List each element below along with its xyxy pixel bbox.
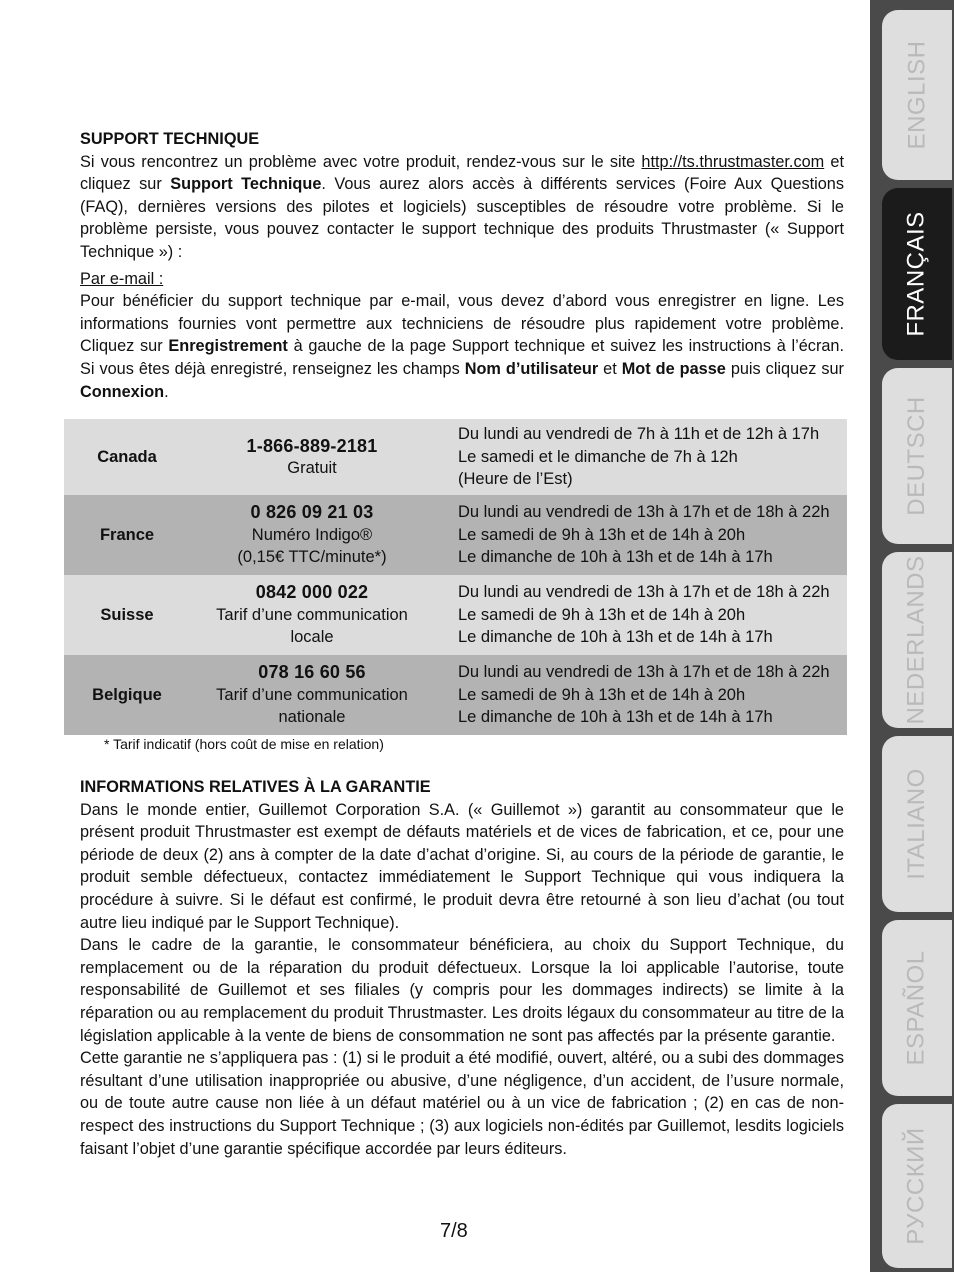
tariff-line: Numéro Indigo® xyxy=(251,525,373,544)
email-text-4: puis cliquez sur xyxy=(725,359,844,378)
warranty-title: INFORMATIONS RELATIVES À LA GARANTIE xyxy=(80,778,431,796)
number-cell xyxy=(190,575,434,655)
table-row xyxy=(64,495,847,575)
tab-espanol[interactable] xyxy=(882,920,952,1096)
tab-label: FRANÇAIS xyxy=(903,211,931,337)
hours-line: Le samedi de 9h à 13h et de 14h à 20h xyxy=(458,685,746,704)
tab-italiano[interactable] xyxy=(882,736,952,912)
table-row xyxy=(64,419,847,495)
page-number: 7/8 xyxy=(440,1220,468,1242)
email-text-1: Pour bénéficier du support technique par e-mail, vous devez d’abord vous enregistrer en ligne. Les informations fournies vont permettre aux techniciens de résoudre plus rapidement votre problème. Cliquez sur xyxy=(80,292,844,356)
support-intro xyxy=(80,151,844,264)
support-title: SUPPORT TECHNIQUE xyxy=(80,130,260,148)
phone-heading: Par téléphone (si vous n’avez pas d’accès Internet) : xyxy=(80,422,459,441)
tariff-line: Gratuit xyxy=(287,459,337,477)
hours-line: Le dimanche de 10h à 13h et de 14h à 17h xyxy=(458,708,773,727)
phone-number: 1-866-889-2181 xyxy=(246,435,378,456)
hours-line: Le samedi et le dimanche de 7h à 12h xyxy=(458,447,738,466)
hours-line: Le samedi de 9h à 13h et de 14h à 20h xyxy=(458,525,746,544)
country-cell: France xyxy=(99,525,155,544)
table-row xyxy=(64,655,847,735)
hours-line: (Heure de l’Est) xyxy=(458,470,573,489)
number-cell xyxy=(190,655,434,735)
warranty-paragraph-1: Dans le monde entier, Guillemot Corporation S.A. (« Guillemot ») garantit au consommateur que le présent produit Thrustmaster est exempt de défauts matériels et de vices de fabrication, et ce, pour une période de deux (2) ans à compter de la date d’achat d’origine. Si, au cours de la période de garantie, le produit semble défectueux, contactez immédiatement le Support Technique qui vous indiquera la procédure à suivre. Si le défaut est confirmé, le produit devra être retourné à son lieu d’achat (ou tout autre lieu indiqué par le Support Technique). xyxy=(80,800,844,932)
hours-line: Le dimanche de 10h à 13h et de 14h à 17h xyxy=(458,548,773,567)
hours-cell xyxy=(434,419,847,495)
phone-number: 0 826 09 21 03 xyxy=(250,502,374,523)
email-text-5: . xyxy=(164,382,169,401)
hours-line: Du lundi au vendredi de 7h à 11h et de 12h à 17h xyxy=(458,425,820,444)
email-text-2: à gauche de la page Support technique et suivez les instructions à l’écran. Si vous êtes déjà enregistré, renseignez les champs xyxy=(80,337,844,378)
connexion-label: Connexion xyxy=(80,382,165,401)
table-row xyxy=(64,575,847,655)
phone-number: 078 16 60 56 xyxy=(258,662,366,683)
tariff-line: Tarif d’une communication xyxy=(216,685,408,704)
hours-line: Le samedi de 9h à 13h et de 14h à 20h xyxy=(458,605,746,624)
tab-russian[interactable] xyxy=(882,1104,952,1268)
warranty-section xyxy=(80,776,844,1160)
tariff-line: nationale xyxy=(278,708,346,727)
hours-cell xyxy=(434,655,847,735)
support-website-link[interactable]: http://ts.thrustmaster.com xyxy=(641,152,825,171)
language-tabs-sidebar xyxy=(870,0,954,1272)
tariff-line: (0,15€ TTC/minute*) xyxy=(237,548,387,567)
email-paragraph xyxy=(80,290,844,403)
support-intro-text-2: et cliquez sur xyxy=(80,152,844,194)
email-heading: Par e-mail : xyxy=(80,269,164,288)
country-cell: Belgique xyxy=(92,685,162,704)
country-cell: Canada xyxy=(97,447,157,466)
username-label: Nom d’utilisateur xyxy=(464,359,599,378)
tab-label: ENGLISH xyxy=(903,40,930,150)
tariff-line: locale xyxy=(290,628,334,647)
hours-cell xyxy=(434,575,847,655)
hours-line: Du lundi au vendredi de 13h à 17h et de 18h à 22h xyxy=(458,503,830,522)
tariff-line: Tarif d’une communication xyxy=(216,605,408,624)
tab-label: DEUTSCH xyxy=(903,396,931,516)
tab-deutsch[interactable] xyxy=(882,368,952,544)
tab-nederlands[interactable] xyxy=(882,552,952,728)
hours-line: Du lundi au vendredi de 13h à 17h et de 18h à 22h xyxy=(458,663,830,682)
tab-label: ESPAÑOL xyxy=(903,950,931,1066)
country-cell: Suisse xyxy=(100,605,154,624)
enregistrement-label: Enregistrement xyxy=(168,337,288,356)
email-text-3: et xyxy=(598,359,622,378)
tab-francais[interactable] xyxy=(882,188,952,360)
support-section xyxy=(80,128,844,443)
tab-label: ITALIANO xyxy=(903,768,931,880)
number-cell xyxy=(190,419,434,495)
number-cell xyxy=(190,495,434,575)
support-intro-text-1: Si vous rencontrez un problème avec votre produit, rendez-vous sur le site xyxy=(80,152,642,171)
warranty-paragraph-2: Dans le cadre de la garantie, le consommateur bénéficiera, au choix du Support Technique, du remplacement ou de la réparation du produit défectueux. Lorsque la loi applicable l’autorise, toute responsabilité de Guillemot et ses filiales (y compris pour les dommages indirects) se limite à la réparation ou au remplacement du produit Thrustmaster. Les droits légaux du consommateur au titre de la législation applicable à la vente de biens de consommation ne sont pas affectés par la présente garantie. xyxy=(80,936,844,1045)
support-technique-label: Support Technique xyxy=(170,175,322,194)
hours-line: Du lundi au vendredi de 13h à 17h et de 18h à 22h xyxy=(458,583,830,602)
hours-line: Le dimanche de 10h à 13h et de 14h à 17h xyxy=(458,628,773,647)
support-intro-text-3: . Vous aurez alors accès à différents services (Foire Aux Questions (FAQ), dernières versions des pilotes et logiciels) susceptibles de résoudre votre problème. Si le problème persiste, vous pouvez contacter le support technique des produits Thrustmaster (« Support Technique ») : xyxy=(80,175,844,261)
hours-cell xyxy=(434,495,847,575)
phone-support-table xyxy=(64,419,847,735)
tab-label: РУССКИЙ xyxy=(903,1127,930,1245)
password-label: Mot de passe xyxy=(621,359,726,378)
tab-english[interactable] xyxy=(882,10,952,180)
tariff-footnote: * Tarif indicatif (hors coût de mise en relation) xyxy=(104,736,384,752)
tab-label: NEDERLANDS xyxy=(903,555,931,725)
phone-number: 0842 000 022 xyxy=(255,582,369,603)
warranty-paragraph-3: Cette garantie ne s’appliquera pas : (1) si le produit a été modifié, ouvert, altéré, ou a subi des dommages résultant d’une utilisation inappropriée ou abusive, d’une négligence, d’un accident, de l’usure normale, ou de toute autre cause non liée à un défaut matériel ou à un vice de fabrication ; (2) en cas de non-respect des instructions du Support Technique ; (3) aux logiciels non-édités par Guillemot, lesdits logiciels faisant l’objet d’une garantie spécifique accordée par leurs éditeurs. xyxy=(80,1049,844,1158)
